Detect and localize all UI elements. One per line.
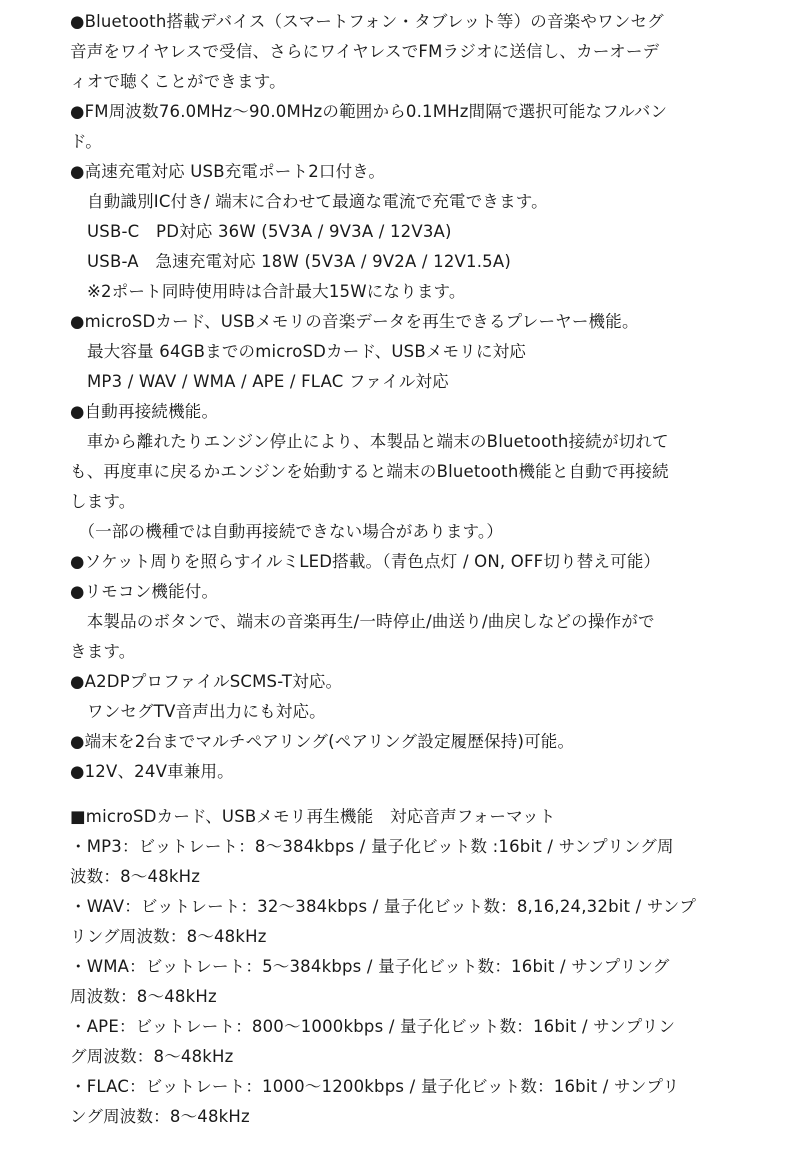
feature-a2dp bbox=[70, 667, 710, 727]
feature-line: します。 bbox=[70, 492, 136, 511]
feature-line: 自動識別IC付き/ 端末に合わせて最適な電流で充電できます。 bbox=[87, 192, 548, 211]
feature-line: ワンセグTV音声出力にも対応。 bbox=[87, 702, 326, 721]
section-spacer bbox=[70, 787, 710, 802]
feature-remote bbox=[70, 577, 710, 667]
format-line: ング周波数：8〜48kHz bbox=[70, 1107, 250, 1126]
feature-usb-charging bbox=[70, 157, 710, 307]
audio-formats-section bbox=[70, 802, 710, 1132]
feature-line: ●A2DPプロファイルSCMS-T対応。 bbox=[70, 672, 343, 691]
feature-fm-frequency bbox=[70, 97, 710, 157]
feature-line: ド。 bbox=[70, 132, 102, 151]
feature-line: ●リモコン機能付。 bbox=[70, 582, 219, 601]
feature-line: 最大容量 64GBまでのmicroSDカード、USBメモリに対応 bbox=[87, 342, 527, 361]
feature-line: ィオで聴くことができます。 bbox=[70, 72, 286, 91]
feature-line: USB-C PD対応 36W (5V3A / 9V3A / 12V3A) bbox=[87, 222, 452, 241]
feature-line: ●ソケット周りを照らすイルミLED搭載。（青色点灯 / ON, OFF切り替え可能） bbox=[70, 552, 661, 571]
format-line: ・FLAC：ビットレート：1000〜1200kbps / 量子化ビット数：16bit / サンプリ bbox=[70, 1077, 680, 1096]
feature-line: 車から離れたりエンジン停止により、本製品と端末のBluetooth接続が切れて bbox=[70, 432, 669, 451]
feature-bluetooth bbox=[70, 7, 710, 97]
format-line: リング周波数：8〜48kHz bbox=[70, 927, 267, 946]
feature-line: USB-A 急速充電対応 18W (5V3A / 9V2A / 12V1.5A) bbox=[87, 252, 511, 271]
feature-line: MP3 / WAV / WMA / APE / FLAC ファイル対応 bbox=[87, 372, 449, 391]
feature-line: ●Bluetooth搭載デバイス（スマートフォン・タブレット等）の音楽やワンセグ bbox=[70, 12, 664, 31]
feature-line: ●高速充電対応 USB充電ポート2口付き。 bbox=[70, 162, 386, 181]
feature-multipairing bbox=[70, 727, 710, 757]
feature-player bbox=[70, 307, 710, 397]
formats-heading: ■microSDカード、USBメモリ再生機能 対応音声フォーマット bbox=[70, 807, 556, 826]
format-line: ・MP3：ビットレート：8〜384kbps / 量子化ビット数 :16bit / サンプリング周 bbox=[70, 837, 674, 856]
feature-line: きます。 bbox=[70, 642, 136, 661]
feature-line: も、再度車に戻るかエンジンを始動すると端末のBluetooth機能と自動で再接続 bbox=[70, 462, 669, 481]
format-line: ・APE：ビットレート：800〜1000kbps / 量子化ビット数：16bit / サンプリン bbox=[70, 1017, 676, 1036]
feature-line: ●端末を2台までマルチペアリング(ペアリング設定履歴保持)可能。 bbox=[70, 732, 575, 751]
format-line: 周波数：8〜48kHz bbox=[70, 987, 217, 1006]
feature-line: 本製品のボタンで、端末の音楽再生/一時停止/曲送り/曲戻しなどの操作がで bbox=[70, 612, 655, 631]
format-line: ・WMA：ビットレート：5〜384kbps / 量子化ビット数：16bit / サンプリング bbox=[70, 957, 670, 976]
format-line: ・WAV：ビットレート：32〜384kbps / 量子化ビット数：8,16,24,32bit / サンプ bbox=[70, 897, 697, 916]
feature-line: ●12V、24V車兼用。 bbox=[70, 762, 234, 781]
feature-line: （一部の機種では自動再接続できない場合があります。） bbox=[70, 522, 504, 541]
feature-voltage bbox=[70, 757, 710, 787]
feature-line: 音声をワイヤレスで受信、さらにワイヤレスでFMラジオに送信し、カーオーデ bbox=[70, 42, 660, 61]
feature-line: ●自動再接続機能。 bbox=[70, 402, 219, 421]
feature-line: ●microSDカード、USBメモリの音楽データを再生できるプレーヤー機能。 bbox=[70, 312, 639, 331]
feature-line: ●FM周波数76.0MHz〜90.0MHzの範囲から0.1MHz間隔で選択可能なフルバン bbox=[70, 102, 668, 121]
feature-illumination bbox=[70, 547, 710, 577]
format-line: 波数：8〜48kHz bbox=[70, 867, 201, 886]
format-line: グ周波数：8〜48kHz bbox=[70, 1047, 234, 1066]
product-description bbox=[70, 7, 710, 1132]
feature-auto-reconnect bbox=[70, 397, 710, 547]
feature-line: ※2ポート同時使用時は合計最大15Wになります。 bbox=[87, 282, 466, 301]
